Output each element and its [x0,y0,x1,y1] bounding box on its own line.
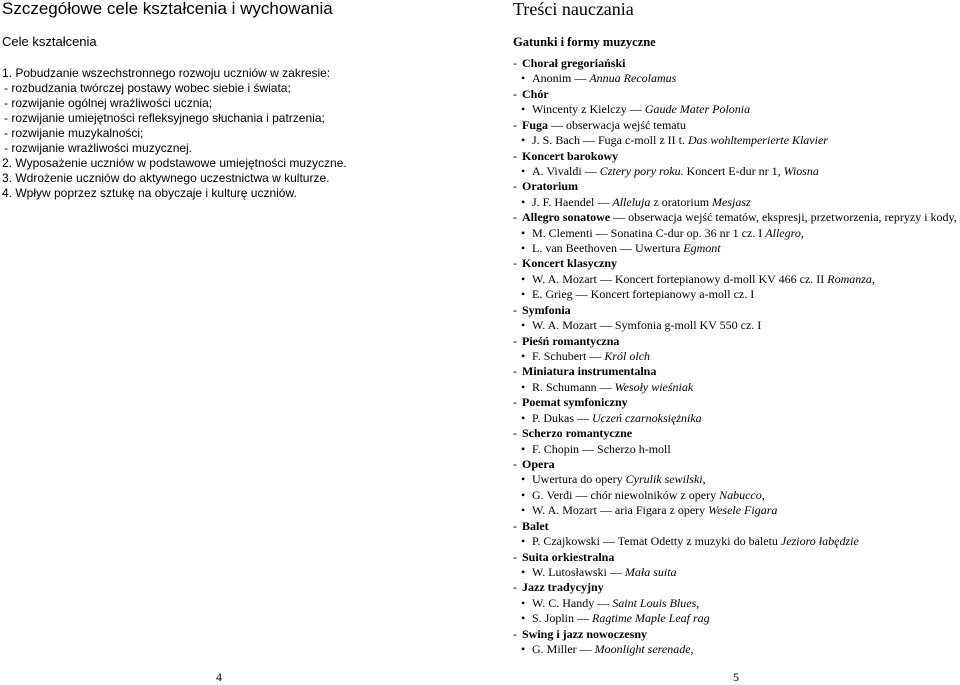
genre-label: Chór [522,86,549,101]
bullet-icon: • [521,487,526,502]
work-title: Romanza [827,271,872,286]
genre-label: Fuga [522,117,549,132]
work-item [513,195,957,210]
work-text: , [690,642,694,657]
work-title: Wesele Figara [708,503,778,518]
work-text: S. Joplin — [532,611,593,626]
work-title: Moonlight serenade [594,642,691,657]
goal-item: - rozwijanie muzykalności; [4,126,144,140]
work-title: Wesoły wieśniak [614,379,694,394]
genre-label: Chorał gregoriański [522,56,626,70]
work-title: Annua Recolamus [589,71,677,86]
genre-label: Pieśń romantyczna [522,333,620,348]
genre-heading [513,118,957,133]
genre-heading [513,426,957,441]
dash-marker: - [513,56,517,70]
dash-marker: - [513,333,517,348]
work-item [513,102,957,117]
dash-marker: - [513,364,517,379]
work-title: Jezioro łabędzie [780,534,859,549]
bullet-icon: • [521,441,526,456]
genre-note: — obserwacja wejść tematów, ekspresji, przetworzenia, repryzy i kody, [610,210,957,225]
genre-note: — obserwacja wejść tematu [548,117,686,132]
section-title: Szczegółowe cele kształcenia i wychowania [2,0,333,18]
work-item [513,287,957,302]
dash-marker: - [513,518,517,533]
dash-marker: - [513,426,517,441]
bullet-icon: • [521,472,526,487]
work-title: Król olch [604,349,651,364]
bullet-icon: • [521,225,526,240]
work-text: G. Verdi — chór niewolników z opery [532,487,720,502]
bullet-icon: • [521,595,526,610]
work-item [513,318,957,333]
goal-item: - rozwijanie umiejętności refleksyjnego słuchania i patrzenia; [4,111,325,125]
work-text: , [800,225,804,240]
genre-label: Miniatura instrumentalna [522,364,657,379]
page-number: 4 [216,670,222,684]
work-title: Mesjasz [712,194,751,209]
dash-marker: - [513,256,517,271]
work-text: z oratorium [650,194,713,209]
work-text: R. Schumann — [532,379,615,394]
work-title: Das wohltemperierte Klavier [687,133,828,148]
genre-label: Allegro sonatowe [522,210,611,225]
genre-heading [513,149,957,164]
work-title: Allegro [765,225,801,240]
work-item [513,596,957,611]
bullet-icon: • [521,503,526,518]
work-text: A. Vivaldi — [532,163,600,178]
bullet-icon: • [521,287,526,302]
work-text: F. Chopin — Scherzo h-moll [532,441,671,456]
content-list [513,56,957,657]
bullet-icon: • [521,163,526,178]
work-text: Anonim — [532,71,590,86]
work-text: J. F. Haendel — [532,194,613,209]
work-item [513,534,957,549]
goals-list [2,66,347,201]
genre-label: Suita orkiestralna [522,549,615,564]
genre-heading [513,210,957,225]
genre-label: Scherzo romantyczne [522,426,633,441]
dash-marker: - [513,580,517,595]
genre-label: Oratorium [522,179,578,194]
work-title: Egmont [683,241,721,256]
work-text: W. A. Mozart — Koncert fortepianowy d-moll KV 466 cz. II [532,271,828,286]
work-item [513,442,957,457]
work-text: Koncert E-dur nr 1, [683,163,784,178]
bullet-icon: • [521,71,526,86]
work-item [513,241,957,256]
work-item [513,380,957,395]
work-text: Wincenty z Kielczy — [532,102,645,117]
dash-marker: - [513,626,517,641]
genre-label: Koncert barokowy [522,148,619,163]
goal-item: 1. Pobudzanie wszechstronnego rozwoju uczniów w zakresie: [2,66,331,80]
work-title: Ragtime Maple Leaf rag [592,611,710,626]
goal-item: - rozwijanie wrażliwości muzycznej. [4,141,193,155]
genre-label: Jazz tradycyjny [522,580,604,595]
genre-heading [513,457,957,472]
bullet-icon: • [521,642,526,657]
genre-heading [513,550,957,565]
bullet-icon: • [521,318,526,333]
work-title: Gaude Mater Polonia [644,102,751,117]
work-item [513,226,957,241]
dash-marker: - [513,210,517,225]
work-item [513,411,957,426]
bullet-icon: • [521,611,526,626]
work-text: W. A. Mozart — aria Figara z opery [532,503,709,518]
genre-heading [513,627,957,642]
work-text: , [702,472,706,487]
work-title: Cyrulik sewilski [625,472,703,487]
dash-marker: - [513,395,517,410]
dash-marker: - [513,117,517,132]
work-text: W. C. Handy — [532,595,613,610]
genre-heading [513,87,957,102]
work-text: , [696,595,700,610]
genre-label: Symfonia [522,302,571,317]
section-subtitle: Gatunki i formy muzyczne [513,35,656,49]
genre-heading [513,179,957,194]
bullet-icon: • [521,194,526,209]
bullet-icon: • [521,410,526,425]
dash-marker: - [513,302,517,317]
work-title: Nabucco [719,487,762,502]
goal-item: 4. Wpływ poprzez sztukę na obyczaje i kulturę uczniów. [2,186,297,200]
work-title: Alleluja [612,194,651,209]
genre-label: Opera [522,456,555,471]
work-item [513,164,957,179]
right-page [480,0,960,683]
dash-marker: - [513,456,517,471]
work-text: W. Lutosławski — [532,564,625,579]
left-page [0,0,480,683]
work-item [513,488,957,503]
bullet-icon: • [521,133,526,148]
section-title: Treści nauczania [513,0,634,19]
genre-heading [513,334,957,349]
genre-heading [513,395,957,410]
work-text: W. A. Mozart — Symfonia g-moll KV 550 cz. I [532,318,762,333]
bullet-icon: • [521,349,526,364]
genre-label: Poemat symfoniczny [522,395,628,410]
genre-heading [513,303,957,318]
bullet-icon: • [521,271,526,286]
genre-label: Swing i jazz nowoczesny [522,626,647,641]
work-item [513,503,957,518]
bullet-icon: • [521,564,526,579]
work-title: Uczeń czarnoksiężnika [592,410,702,425]
work-title: Wiosna [783,163,819,178]
bullet-icon: • [521,379,526,394]
dash-marker: - [513,86,517,101]
work-text: P. Czajkowski — Temat Odetty z muzyki do baletu [532,534,781,549]
work-title: Cztery pory roku. [599,163,684,178]
work-text: J. S. Bach — Fuga c-moll z II t. [532,133,688,148]
section-subtitle: Cele kształcenia [2,34,97,49]
goal-item: - rozwijanie ogólnej wrażliwości ucznia; [4,96,213,110]
genre-heading [513,256,957,271]
work-item [513,565,957,580]
bullet-icon: • [521,534,526,549]
genre-label: Balet [522,518,549,533]
dash-marker: - [513,179,517,194]
work-item [513,642,957,657]
work-text: , [871,271,875,286]
dash-marker: - [513,549,517,564]
goal-item: - rozbudzania twórczej postawy wobec siebie i świata; [4,81,291,95]
genre-heading [513,56,957,71]
genre-heading [513,364,957,379]
genre-label: Koncert klasyczny [522,256,617,271]
work-item [513,611,957,626]
work-text: E. Grieg — Koncert fortepianowy a-moll cz. I [532,287,755,302]
work-title: Mała suita [624,564,677,579]
work-item [513,349,957,364]
bullet-icon: • [521,241,526,256]
dash-marker: - [513,148,517,163]
work-text: M. Clementi — Sonatina C-dur op. 36 nr 1 cz. I [532,225,766,240]
work-text: P. Dukas — [532,410,593,425]
work-text: G. Miller — [532,642,595,657]
work-item [513,133,957,148]
work-item [513,71,957,86]
work-text: F. Schubert — [532,349,605,364]
work-title: Saint Louis Blues [612,595,697,610]
work-text: , [761,487,765,502]
bullet-icon: • [521,102,526,117]
work-text: Uwertura do opery [532,472,626,487]
work-item [513,272,957,287]
work-text: L. van Beethoven — Uwertura [532,241,684,256]
page-number: 5 [733,670,739,684]
genre-heading [513,519,957,534]
goal-item: 2. Wyposażenie uczniów w podstawowe umiejętności muzyczne. [2,156,347,170]
genre-heading [513,580,957,595]
work-item [513,472,957,487]
goal-item: 3. Wdrożenie uczniów do aktywnego uczestnictwa w kulturze. [2,171,330,185]
